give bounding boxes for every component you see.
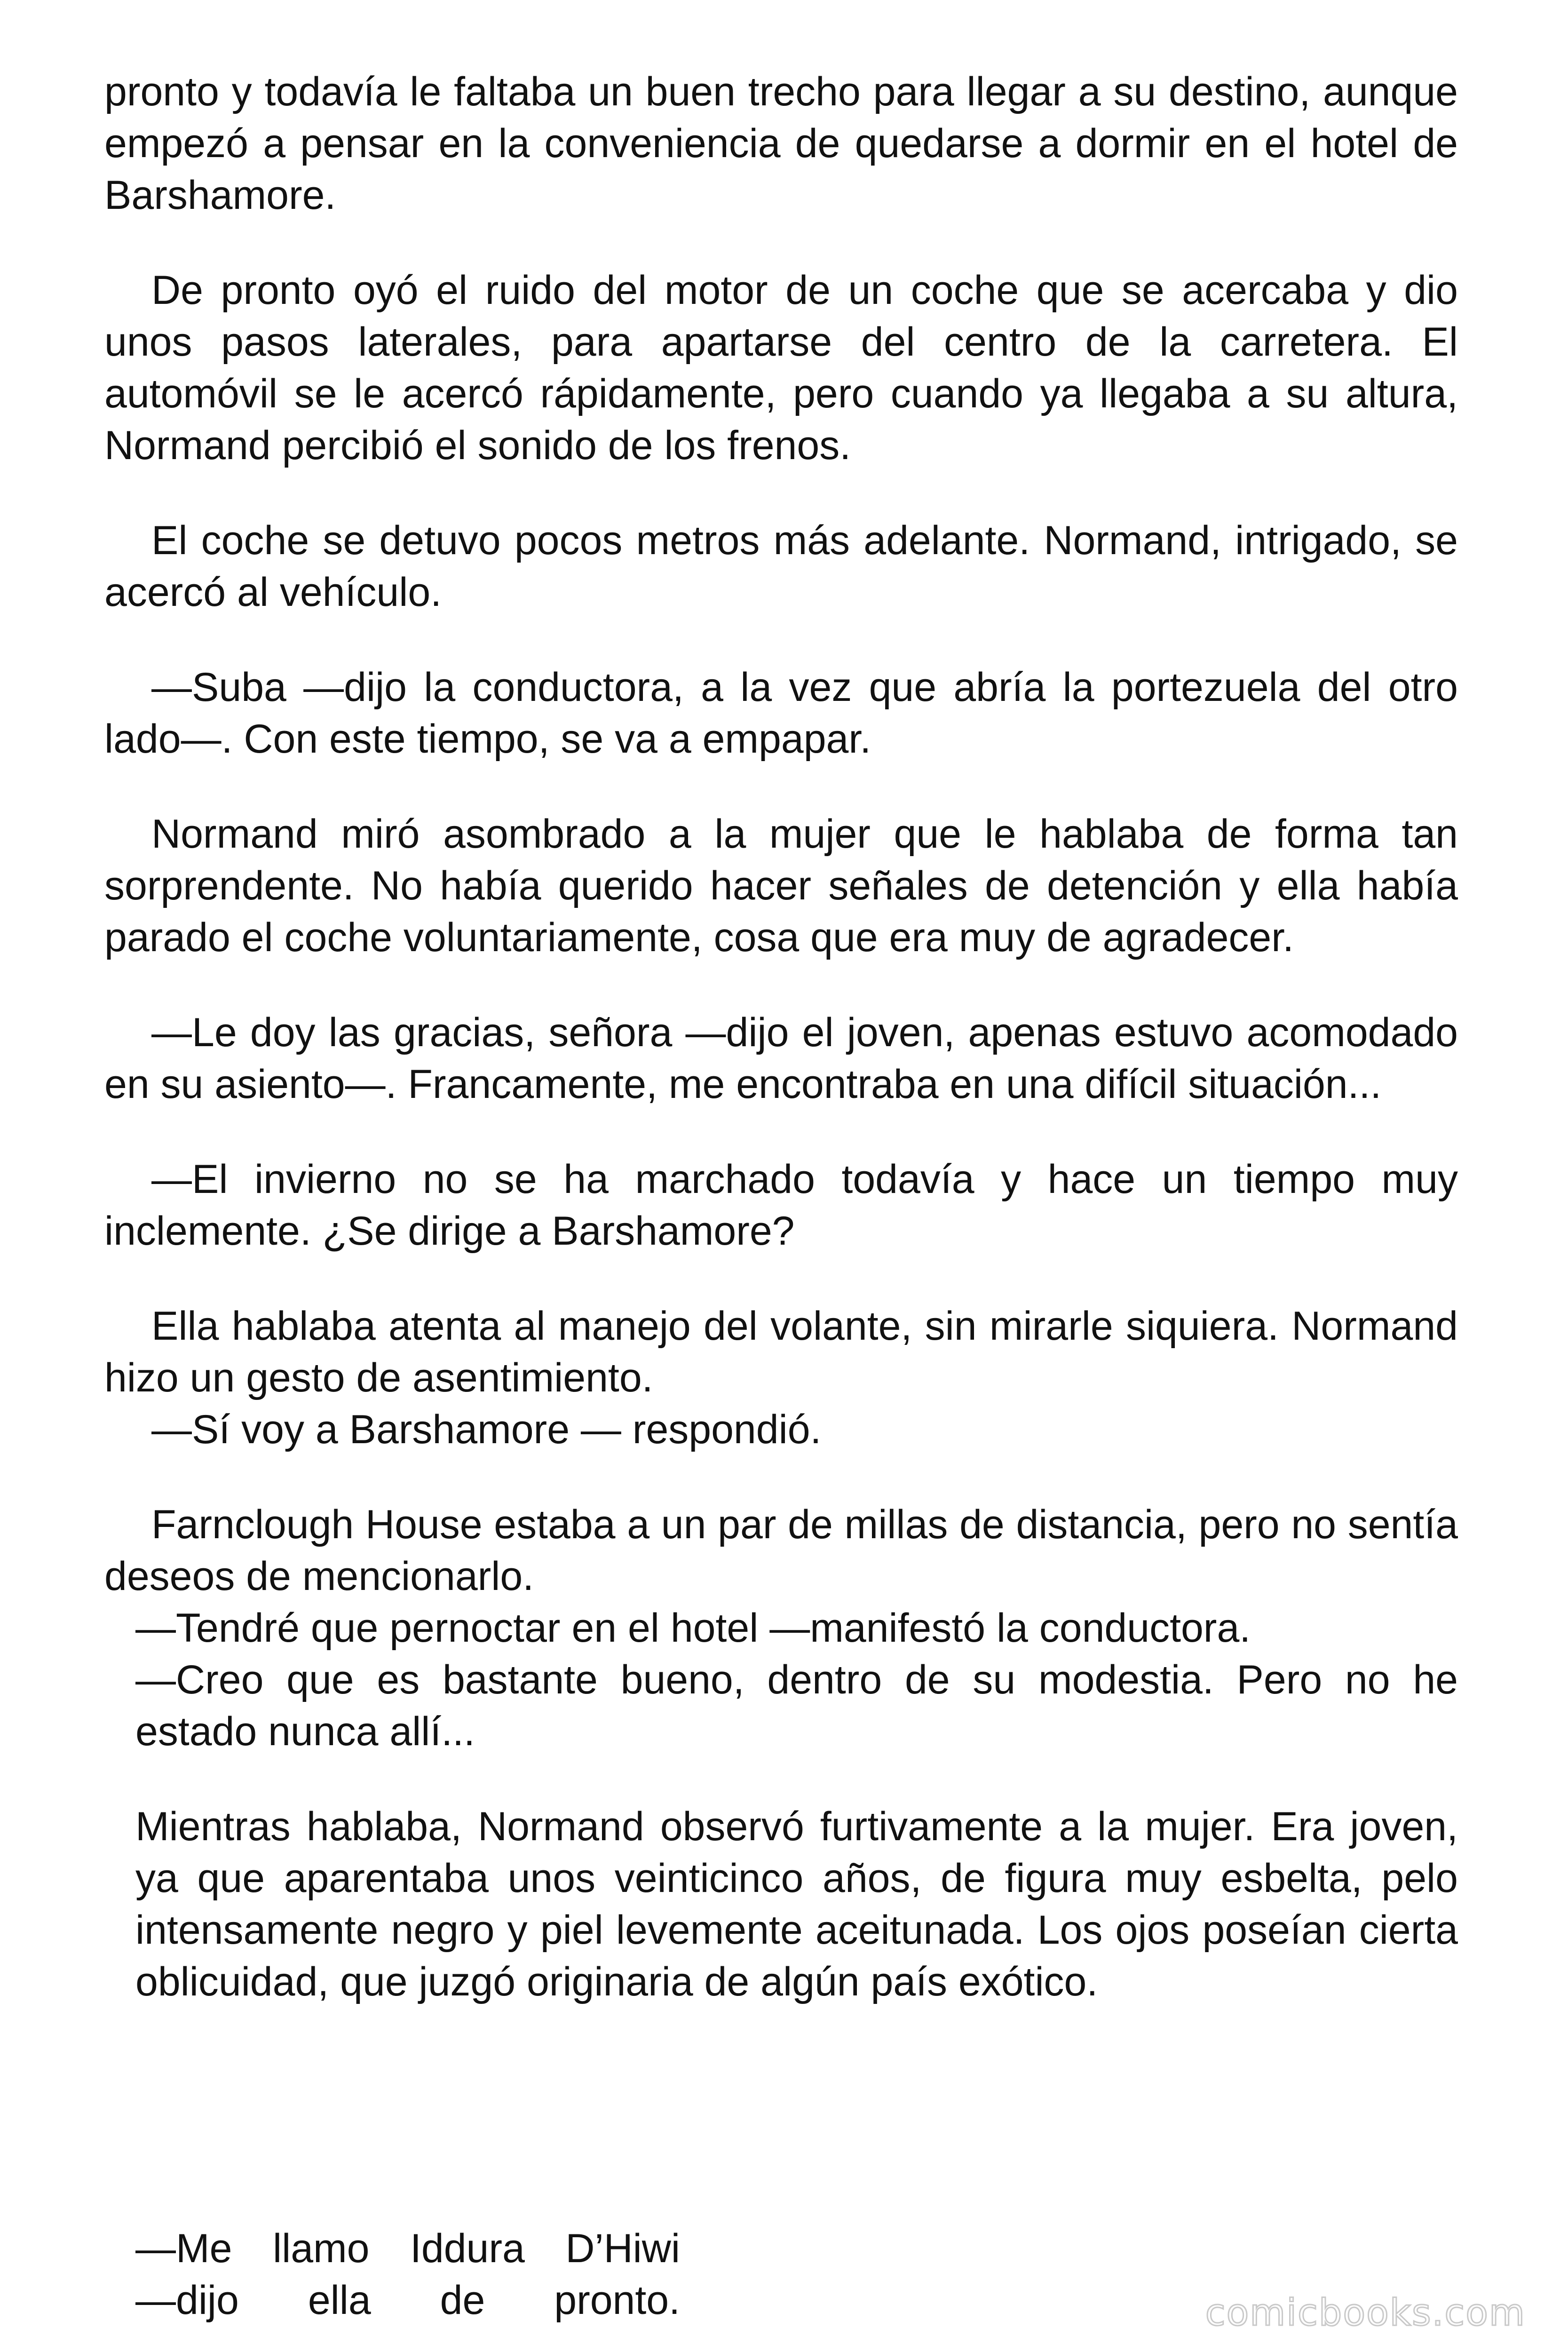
paragraph-6: —Le doy las gracias, señora —dijo el joven, apenas estuvo acomodado en su asiento—. Francamente, me encontraba en una difícil situación... xyxy=(104,1010,1458,1107)
paragraph-4: —Suba —dijo la conductora, a la vez que abría la portezuela del otro lado—. Con este tiempo, se va a empapar. xyxy=(104,665,1458,762)
paragraph-5: Normand miró asombrado a la mujer que le hablaba de forma tan sorprendente. No había querido hacer señales de detención y ella había parado el coche voluntariamente, cosa que era muy de agradecer. xyxy=(104,811,1458,960)
paragraph-block-1 xyxy=(104,66,1458,2008)
paragraph-15: —dijo ella de pronto. xyxy=(135,2278,680,2323)
paragraph-7: —El invierno no se ha marchado todavía y hace un tiempo muy inclemente. ¿Se dirige a Barshamore? xyxy=(104,1157,1458,1254)
paragraph-2: De pronto oyó el ruido del motor de un coche que se acercaba y dio unos pasos laterales, para apartarse del centro de la carretera. El automóvil se le acercó rápidamente, pero cuando ya llegaba a su altura, Normand percibió el sonido de los frenos. xyxy=(104,268,1458,468)
paragraph-8: Ella hablaba atenta al manejo del volante, sin mirarle siquiera. Normand hizo un gesto de asentimiento. xyxy=(104,1303,1458,1400)
paragraph-9: —Sí voy a Barshamore — respondió. xyxy=(151,1407,822,1452)
paragraph-3: El coche se detuvo pocos metros más adelante. Normand, intrigado, se acercó al vehículo. xyxy=(104,518,1458,615)
paragraph-13: Mientras hablaba, Normand observó furtivamente a la mujer. Era joven, ya que aparentaba unos veinticinco años, de figura muy esbelta, pelo intensamente negro y piel levemente aceitunada. Los ojos poseían cierta oblicuidad, que juzgó originaria de algún país exótico. xyxy=(135,1804,1458,2004)
paragraph-12: —Creo que es bastante bueno, dentro de su modestia. Pero no he estado nunca allí... xyxy=(135,1657,1458,1754)
paragraph-11: —Tendré que pernoctar en el hotel —manifestó la conductora. xyxy=(135,1605,1251,1651)
paragraph-14: —Me llamo Iddura D’Hiwi xyxy=(135,2226,680,2271)
watermark-logo: comicbooks.com xyxy=(1205,2292,1526,2334)
paragraph-10: Farnclough House estaba a un par de millas de distancia, pero no sentía deseos de mencionarlo. xyxy=(104,1502,1458,1599)
paragraph-1: pronto y todavía le faltaba un buen trecho para llegar a su destino, aunque empezó a pensar en la conveniencia de quedarse a dormir en el hotel de Barshamore. xyxy=(104,69,1458,218)
